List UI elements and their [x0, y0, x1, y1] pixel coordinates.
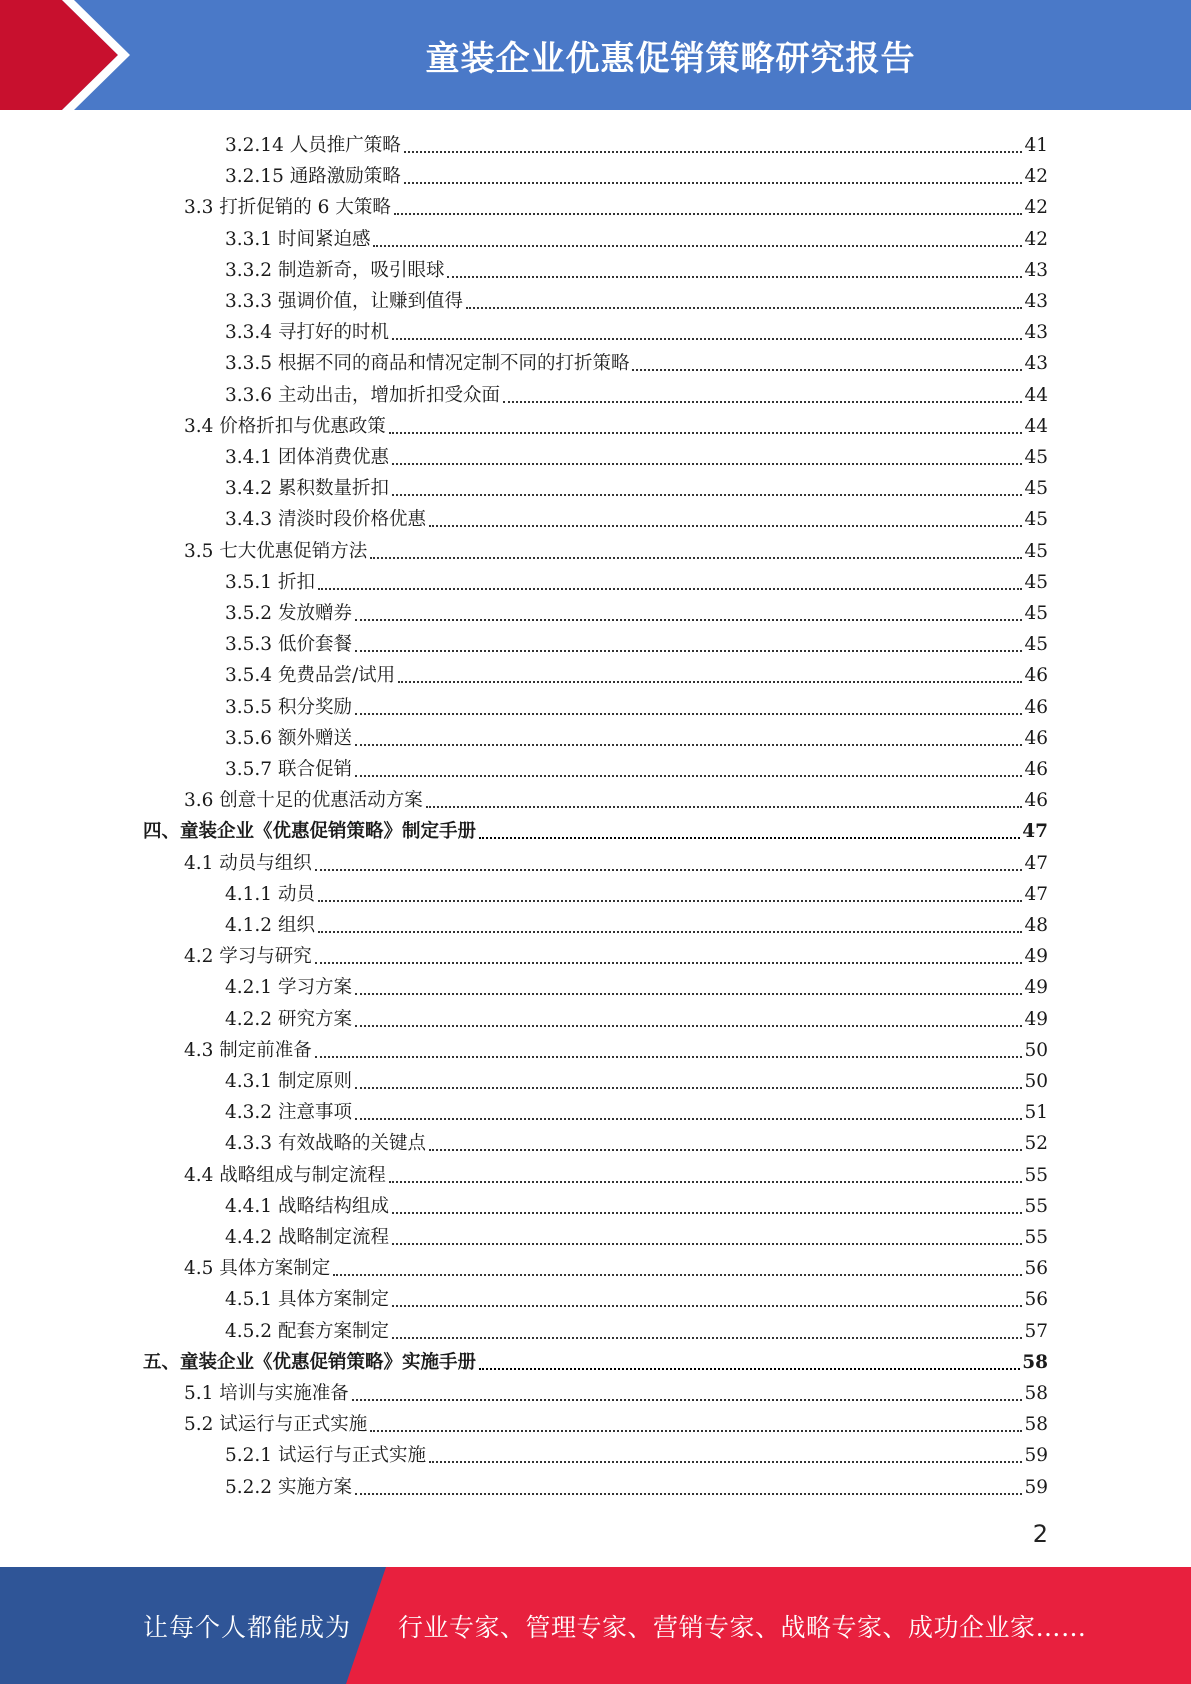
toc-entry[interactable] — [225, 1001, 1048, 1032]
toc-entry[interactable] — [225, 221, 1048, 252]
toc-leader-dots — [392, 493, 1022, 496]
toc-leader-dots — [355, 712, 1023, 715]
toc-entry[interactable] — [184, 408, 1048, 439]
toc-entry-page: 44 — [1024, 415, 1048, 437]
toc-leader-dots — [429, 524, 1022, 527]
toc-entry[interactable] — [184, 189, 1048, 220]
toc-entry-page: 41 — [1024, 135, 1048, 156]
toc-leader-dots — [479, 836, 1020, 839]
toc-entry[interactable] — [184, 1375, 1048, 1406]
toc-entry-label: 3.4.1 团体消费优惠 — [225, 447, 389, 468]
toc-entry-page: 47 — [1024, 852, 1048, 874]
toc-entry-label: 4.3 制定前准备 — [184, 1039, 312, 1061]
footer-slogan-left: 让每个人都能成为 — [143, 1612, 352, 1642]
toc-entry-label: 5.2 试运行与正式实施 — [184, 1414, 368, 1436]
toc-entry-page: 55 — [1024, 1164, 1048, 1186]
toc-entry[interactable] — [143, 1344, 1048, 1375]
toc-entry-page: 43 — [1024, 291, 1048, 312]
toc-leader-dots — [404, 150, 1023, 153]
toc-leader-dots — [333, 1273, 1022, 1276]
toc-leader-dots — [392, 462, 1022, 465]
toc-leader-dots — [355, 649, 1023, 652]
toc-entry-page: 42 — [1024, 166, 1048, 188]
toc-entry-page: 46 — [1024, 790, 1048, 812]
toc-entry-page: 42 — [1024, 197, 1048, 219]
footer-slogan-right: 行业专家、管理专家、营销专家、战略专家、成功企业家…… — [398, 1612, 1087, 1642]
toc-leader-dots — [318, 587, 1023, 590]
toc-entry-page: 49 — [1024, 1008, 1048, 1030]
toc-entry-label: 3.3.5 根据不同的商品和情况定制不同的打折策略 — [225, 353, 630, 375]
toc-entry[interactable] — [184, 938, 1048, 969]
toc-entry-label: 3.5.7 联合促销 — [225, 759, 352, 780]
toc-entry[interactable] — [225, 1281, 1048, 1312]
toc-entry-page: 52 — [1024, 1133, 1048, 1155]
toc-entry-label: 3.5.5 积分奖励 — [225, 696, 352, 718]
toc-entry-label: 3.5.2 发放赠券 — [225, 603, 352, 624]
toc-leader-dots — [315, 961, 1023, 964]
toc-entry[interactable] — [225, 1437, 1048, 1468]
toc-entry-label: 5.1 培训与实施准备 — [184, 1383, 349, 1404]
toc-entry[interactable] — [225, 1094, 1048, 1125]
toc-entry[interactable] — [225, 252, 1048, 283]
toc-leader-dots — [318, 930, 1023, 933]
toc-entry-label: 4.2.1 学习方案 — [225, 977, 352, 999]
toc-entry-label: 3.4.2 累积数量折扣 — [225, 478, 389, 500]
toc-leader-dots — [392, 1336, 1022, 1339]
toc-entry[interactable] — [225, 470, 1048, 501]
toc-entry-label: 3.2.15 通路激励策略 — [225, 166, 401, 188]
toc-entry[interactable] — [225, 1313, 1048, 1344]
toc-entry-label: 3.5 七大优惠促销方法 — [184, 540, 368, 562]
toc-leader-dots — [389, 1180, 1023, 1183]
toc-entry-page: 48 — [1024, 915, 1048, 936]
toc-entry-label: 4.5 具体方案制定 — [184, 1258, 331, 1280]
toc-entry[interactable] — [225, 439, 1048, 470]
toc-leader-dots — [466, 306, 1022, 309]
toc-entry-label: 3.4 价格折扣与优惠政策 — [184, 415, 386, 437]
toc-entry-page: 50 — [1024, 1039, 1048, 1061]
toc-entry-label: 4.4.2 战略制定流程 — [225, 1227, 389, 1248]
toc-entry-page: 49 — [1024, 977, 1048, 999]
toc-leader-dots — [373, 244, 1022, 247]
toc-entry-label: 四、童装企业《优惠促销策略》制定手册 — [143, 821, 477, 843]
toc-entry-page: 45 — [1024, 634, 1048, 656]
toc-leader-dots — [404, 181, 1023, 184]
toc-entry[interactable] — [225, 345, 1048, 376]
toc-leader-dots — [355, 743, 1023, 746]
toc-entry-page: 58 — [1024, 1414, 1048, 1436]
toc-entry-page: 43 — [1024, 322, 1048, 344]
toc-leader-dots — [392, 1211, 1022, 1214]
toc-entry-page: 58 — [1022, 1351, 1048, 1373]
toc-entry-label: 4.3.3 有效战略的关键点 — [225, 1133, 426, 1155]
toc-entry-page: 58 — [1024, 1383, 1048, 1404]
toc-entry[interactable] — [225, 626, 1048, 657]
toc-leader-dots — [355, 1117, 1023, 1120]
toc-entry[interactable] — [225, 127, 1048, 158]
toc-entry-page: 59 — [1024, 1445, 1048, 1467]
toc-leader-dots — [355, 1024, 1023, 1027]
toc-entry-page: 45 — [1024, 603, 1048, 624]
page-footer — [0, 1567, 1191, 1684]
toc-entry[interactable] — [184, 1406, 1048, 1437]
toc-entry[interactable] — [184, 1032, 1048, 1063]
toc-entry-label: 4.2.2 研究方案 — [225, 1008, 352, 1030]
toc-leader-dots — [394, 212, 1023, 215]
toc-entry[interactable] — [225, 1063, 1048, 1094]
toc-entry[interactable] — [184, 533, 1048, 564]
toc-leader-dots — [355, 992, 1023, 995]
toc-entry-label: 3.3.2 制造新奇，吸引眼球 — [225, 259, 445, 281]
toc-leader-dots — [352, 1398, 1023, 1401]
toc-entry[interactable] — [225, 1188, 1048, 1219]
toc-leader-dots — [503, 400, 1022, 403]
toc-entry-label: 3.5.3 低价套餐 — [225, 634, 352, 656]
toc-entry-label: 3.3.1 时间紧迫感 — [225, 228, 371, 250]
toc-entry[interactable] — [184, 845, 1048, 876]
toc-entry-page: 45 — [1024, 540, 1048, 562]
toc-entry[interactable] — [225, 969, 1048, 1000]
toc-entry-label: 5.2.1 试运行与正式实施 — [225, 1445, 426, 1467]
toc-leader-dots — [315, 1055, 1023, 1058]
toc-entry-page: 44 — [1024, 384, 1048, 406]
toc-entry-page: 46 — [1024, 759, 1048, 780]
toc-entry-label: 4.4 战略组成与制定流程 — [184, 1164, 386, 1186]
toc-entry-page: 45 — [1024, 571, 1048, 593]
toc-leader-dots — [392, 1304, 1022, 1307]
toc-leader-dots — [318, 899, 1023, 902]
toc-entry[interactable] — [225, 1469, 1048, 1500]
toc-entry-label: 4.3.1 制定原则 — [225, 1071, 352, 1092]
toc-entry-label: 4.5.1 具体方案制定 — [225, 1289, 389, 1311]
toc-entry-page: 55 — [1024, 1227, 1048, 1248]
toc-leader-dots — [370, 556, 1022, 559]
toc-entry-label: 4.2 学习与研究 — [184, 946, 312, 968]
toc-leader-dots — [426, 805, 1023, 808]
toc-entry[interactable] — [225, 689, 1048, 720]
toc-entry-page: 50 — [1024, 1071, 1048, 1092]
toc-entry[interactable] — [225, 1125, 1048, 1156]
toc-entry[interactable] — [184, 782, 1048, 813]
toc-entry-label: 3.5.1 折扣 — [225, 571, 315, 593]
toc-entry-page: 45 — [1024, 509, 1048, 531]
toc-leader-dots — [389, 431, 1023, 434]
document-title: 童装企业优惠促销策略研究报告 — [425, 38, 916, 79]
toc-entry-label: 3.5.4 免费品尝/试用 — [225, 665, 396, 687]
toc-entry-label: 4.4.1 战略结构组成 — [225, 1195, 389, 1217]
toc-entry[interactable] — [225, 564, 1048, 595]
toc-entry-label: 4.5.2 配套方案制定 — [225, 1320, 389, 1342]
toc-entry[interactable] — [225, 907, 1048, 938]
toc-leader-dots — [355, 1492, 1023, 1495]
page-number: 2 — [1032, 1520, 1048, 1548]
toc-entry-label: 3.3 打折促销的 6 大策略 — [184, 197, 391, 219]
toc-leader-dots — [392, 1242, 1022, 1245]
toc-leader-dots — [632, 368, 1022, 371]
toc-leader-dots — [355, 774, 1023, 777]
toc-entry[interactable] — [225, 283, 1048, 314]
toc-entry[interactable] — [225, 876, 1048, 907]
toc-entry-page: 46 — [1024, 727, 1048, 749]
toc-entry[interactable] — [225, 1219, 1048, 1250]
toc-entry-page: 45 — [1024, 478, 1048, 500]
toc-entry[interactable] — [225, 314, 1048, 345]
toc-leader-dots — [447, 275, 1022, 278]
toc-entry[interactable] — [225, 501, 1048, 532]
toc-entry-label: 3.2.14 人员推广策略 — [225, 135, 401, 156]
toc-entry-label: 3.4.3 清淡时段价格优惠 — [225, 509, 426, 531]
toc-leader-dots — [429, 1460, 1022, 1463]
toc-entry-label: 3.5.6 额外赠送 — [225, 727, 352, 749]
toc-leader-dots — [429, 1148, 1022, 1151]
toc-entry-label: 4.1.2 组织 — [225, 915, 315, 936]
toc-entry-page: 47 — [1022, 821, 1048, 843]
toc-entry[interactable] — [184, 1250, 1048, 1281]
toc-entry-label: 五、童装企业《优惠促销策略》实施手册 — [143, 1351, 477, 1373]
toc-leader-dots — [315, 868, 1023, 871]
toc-entry[interactable] — [225, 377, 1048, 408]
toc-entry[interactable] — [225, 158, 1048, 189]
toc-leader-dots — [479, 1367, 1020, 1370]
toc-entry-page: 57 — [1024, 1320, 1048, 1342]
toc-entry[interactable] — [225, 720, 1048, 751]
toc-entry-label: 4.3.2 注意事项 — [225, 1102, 352, 1124]
toc-entry-label: 4.1.1 动员 — [225, 883, 315, 905]
toc-entry-page: 56 — [1024, 1258, 1048, 1280]
toc-entry-label: 3.6 创意十足的优惠活动方案 — [184, 790, 423, 812]
toc-entry-page: 46 — [1024, 696, 1048, 718]
toc-entry-page: 46 — [1024, 665, 1048, 687]
toc-entry-page: 47 — [1024, 883, 1048, 905]
toc-entry[interactable] — [143, 813, 1048, 844]
toc-entry-page: 49 — [1024, 946, 1048, 968]
toc-entry[interactable] — [225, 595, 1048, 626]
toc-entry-page: 45 — [1024, 447, 1048, 468]
toc-entry-page: 51 — [1024, 1102, 1048, 1124]
toc-entry-label: 4.1 动员与组织 — [184, 852, 312, 874]
toc-entry-page: 42 — [1024, 228, 1048, 250]
page-header — [0, 0, 1191, 110]
toc-entry-label: 3.3.6 主动出击，增加折扣受众面 — [225, 384, 500, 406]
toc-leader-dots — [355, 618, 1023, 621]
red-chevron-decoration — [0, 0, 160, 110]
toc-entry-label: 5.2.2 实施方案 — [225, 1476, 352, 1498]
toc-entry-page: 59 — [1024, 1476, 1048, 1498]
toc-entry-page: 56 — [1024, 1289, 1048, 1311]
toc-leader-dots — [392, 337, 1022, 340]
toc-leader-dots — [355, 1086, 1023, 1089]
toc-leader-dots — [370, 1429, 1022, 1432]
toc-entry-page: 55 — [1024, 1195, 1048, 1217]
toc-entry-label: 3.3.4 寻打好的时机 — [225, 322, 389, 344]
toc-entry[interactable] — [184, 1157, 1048, 1188]
toc-entry[interactable] — [225, 751, 1048, 782]
toc-entry-label: 3.3.3 强调价值，让赚到值得 — [225, 291, 463, 312]
toc-entry-page: 43 — [1024, 259, 1048, 281]
toc-entry[interactable] — [225, 657, 1048, 688]
toc-leader-dots — [398, 680, 1022, 683]
toc-entry-page: 43 — [1024, 353, 1048, 375]
